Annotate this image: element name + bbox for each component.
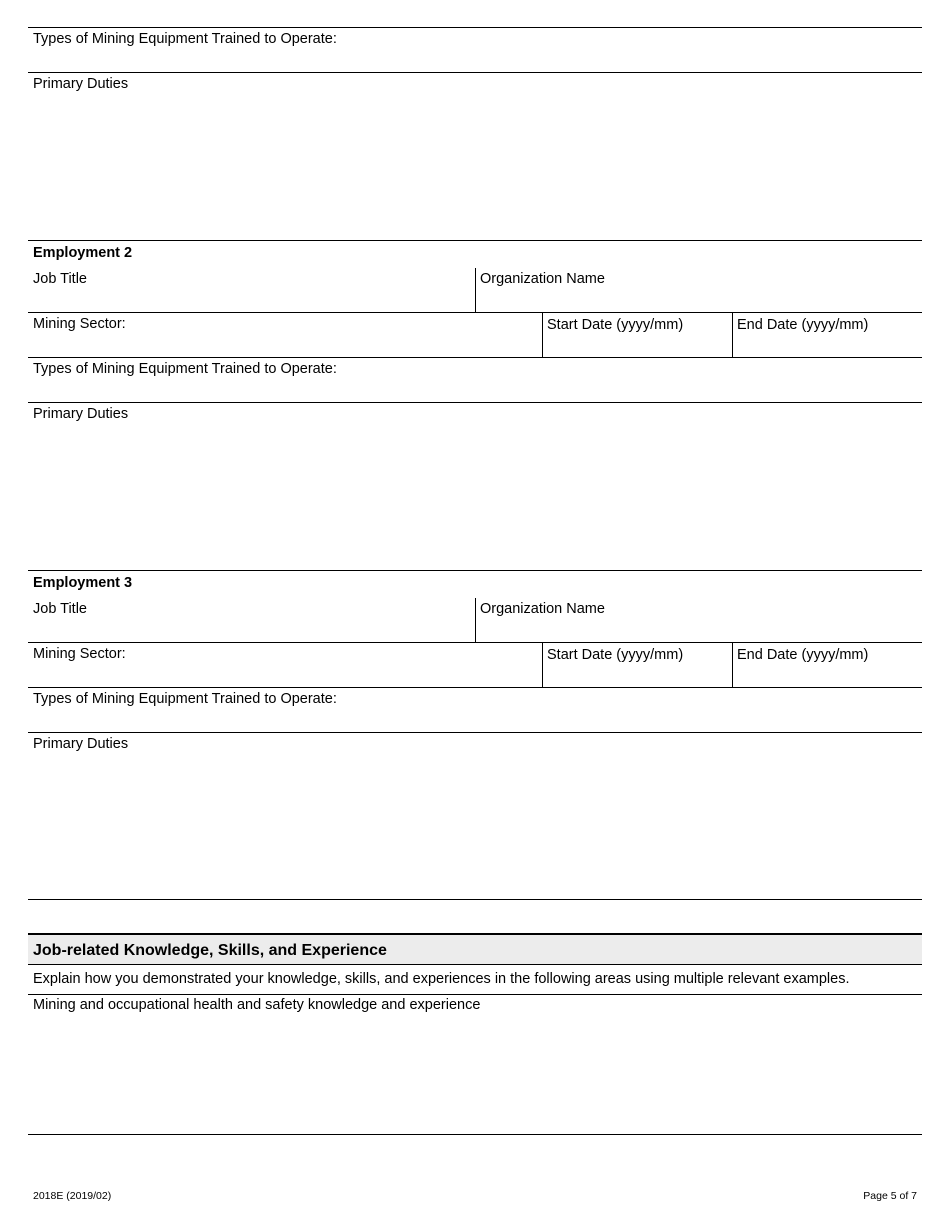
primary-duties-field-2[interactable] (28, 403, 922, 570)
ksa-instruction: Explain how you demonstrated your knowledge, skills, and experiences in the following areas using multiple relevant examples. (33, 971, 850, 987)
end-date-label: End Date (yyyy/mm) (737, 317, 869, 333)
mining-sector-label: Mining Sector: (33, 316, 126, 332)
ksa-section-header (28, 933, 922, 965)
job-title-label: Job Title (33, 601, 87, 617)
page-number: Page 5 of 7 (863, 1190, 917, 1202)
rule (28, 570, 922, 571)
form-number: 2018E (2019/02) (33, 1190, 112, 1202)
primary-duties-field-3[interactable] (28, 733, 922, 899)
end-date-field-3[interactable] (733, 643, 922, 687)
equipment-label: Types of Mining Equipment Trained to Operate: (33, 361, 337, 377)
employment-3-heading: Employment 3 (33, 575, 133, 591)
mining-sector-field-3[interactable] (28, 643, 542, 687)
job-title-label: Job Title (33, 271, 87, 287)
ohs-experience-label: Mining and occupational health and safety knowledge and experience (33, 997, 481, 1013)
equipment-field-1[interactable] (28, 28, 922, 72)
primary-duties-label: Primary Duties (33, 736, 129, 752)
start-date-label: Start Date (yyyy/mm) (547, 317, 684, 333)
equipment-field-2[interactable] (28, 358, 922, 402)
end-date-field-2[interactable] (733, 313, 922, 357)
job-title-field-3[interactable] (28, 598, 475, 642)
rule (28, 240, 922, 241)
equipment-field-3[interactable] (28, 688, 922, 732)
organization-name-label: Organization Name (480, 601, 605, 617)
start-date-label: Start Date (yyyy/mm) (547, 647, 684, 663)
start-date-field-3[interactable] (543, 643, 732, 687)
organization-name-field-3[interactable] (476, 598, 922, 642)
primary-duties-field-1[interactable] (28, 73, 922, 240)
start-date-field-2[interactable] (543, 313, 732, 357)
rule (28, 899, 922, 900)
primary-duties-label: Primary Duties (33, 406, 129, 422)
equipment-label: Types of Mining Equipment Trained to Operate: (33, 691, 337, 707)
mining-sector-label: Mining Sector: (33, 646, 126, 662)
end-date-label: End Date (yyyy/mm) (737, 647, 869, 663)
primary-duties-label: Primary Duties (33, 76, 129, 92)
ksa-section-title: Job-related Knowledge, Skills, and Experience (33, 942, 387, 959)
employment-2-heading: Employment 2 (33, 245, 133, 261)
rule (28, 1134, 922, 1135)
equipment-label: Types of Mining Equipment Trained to Operate: (33, 31, 337, 47)
ohs-experience-field[interactable] (28, 995, 922, 1134)
organization-name-label: Organization Name (480, 271, 605, 287)
organization-name-field-2[interactable] (476, 268, 922, 312)
mining-sector-field-2[interactable] (28, 313, 542, 357)
job-title-field-2[interactable] (28, 268, 475, 312)
